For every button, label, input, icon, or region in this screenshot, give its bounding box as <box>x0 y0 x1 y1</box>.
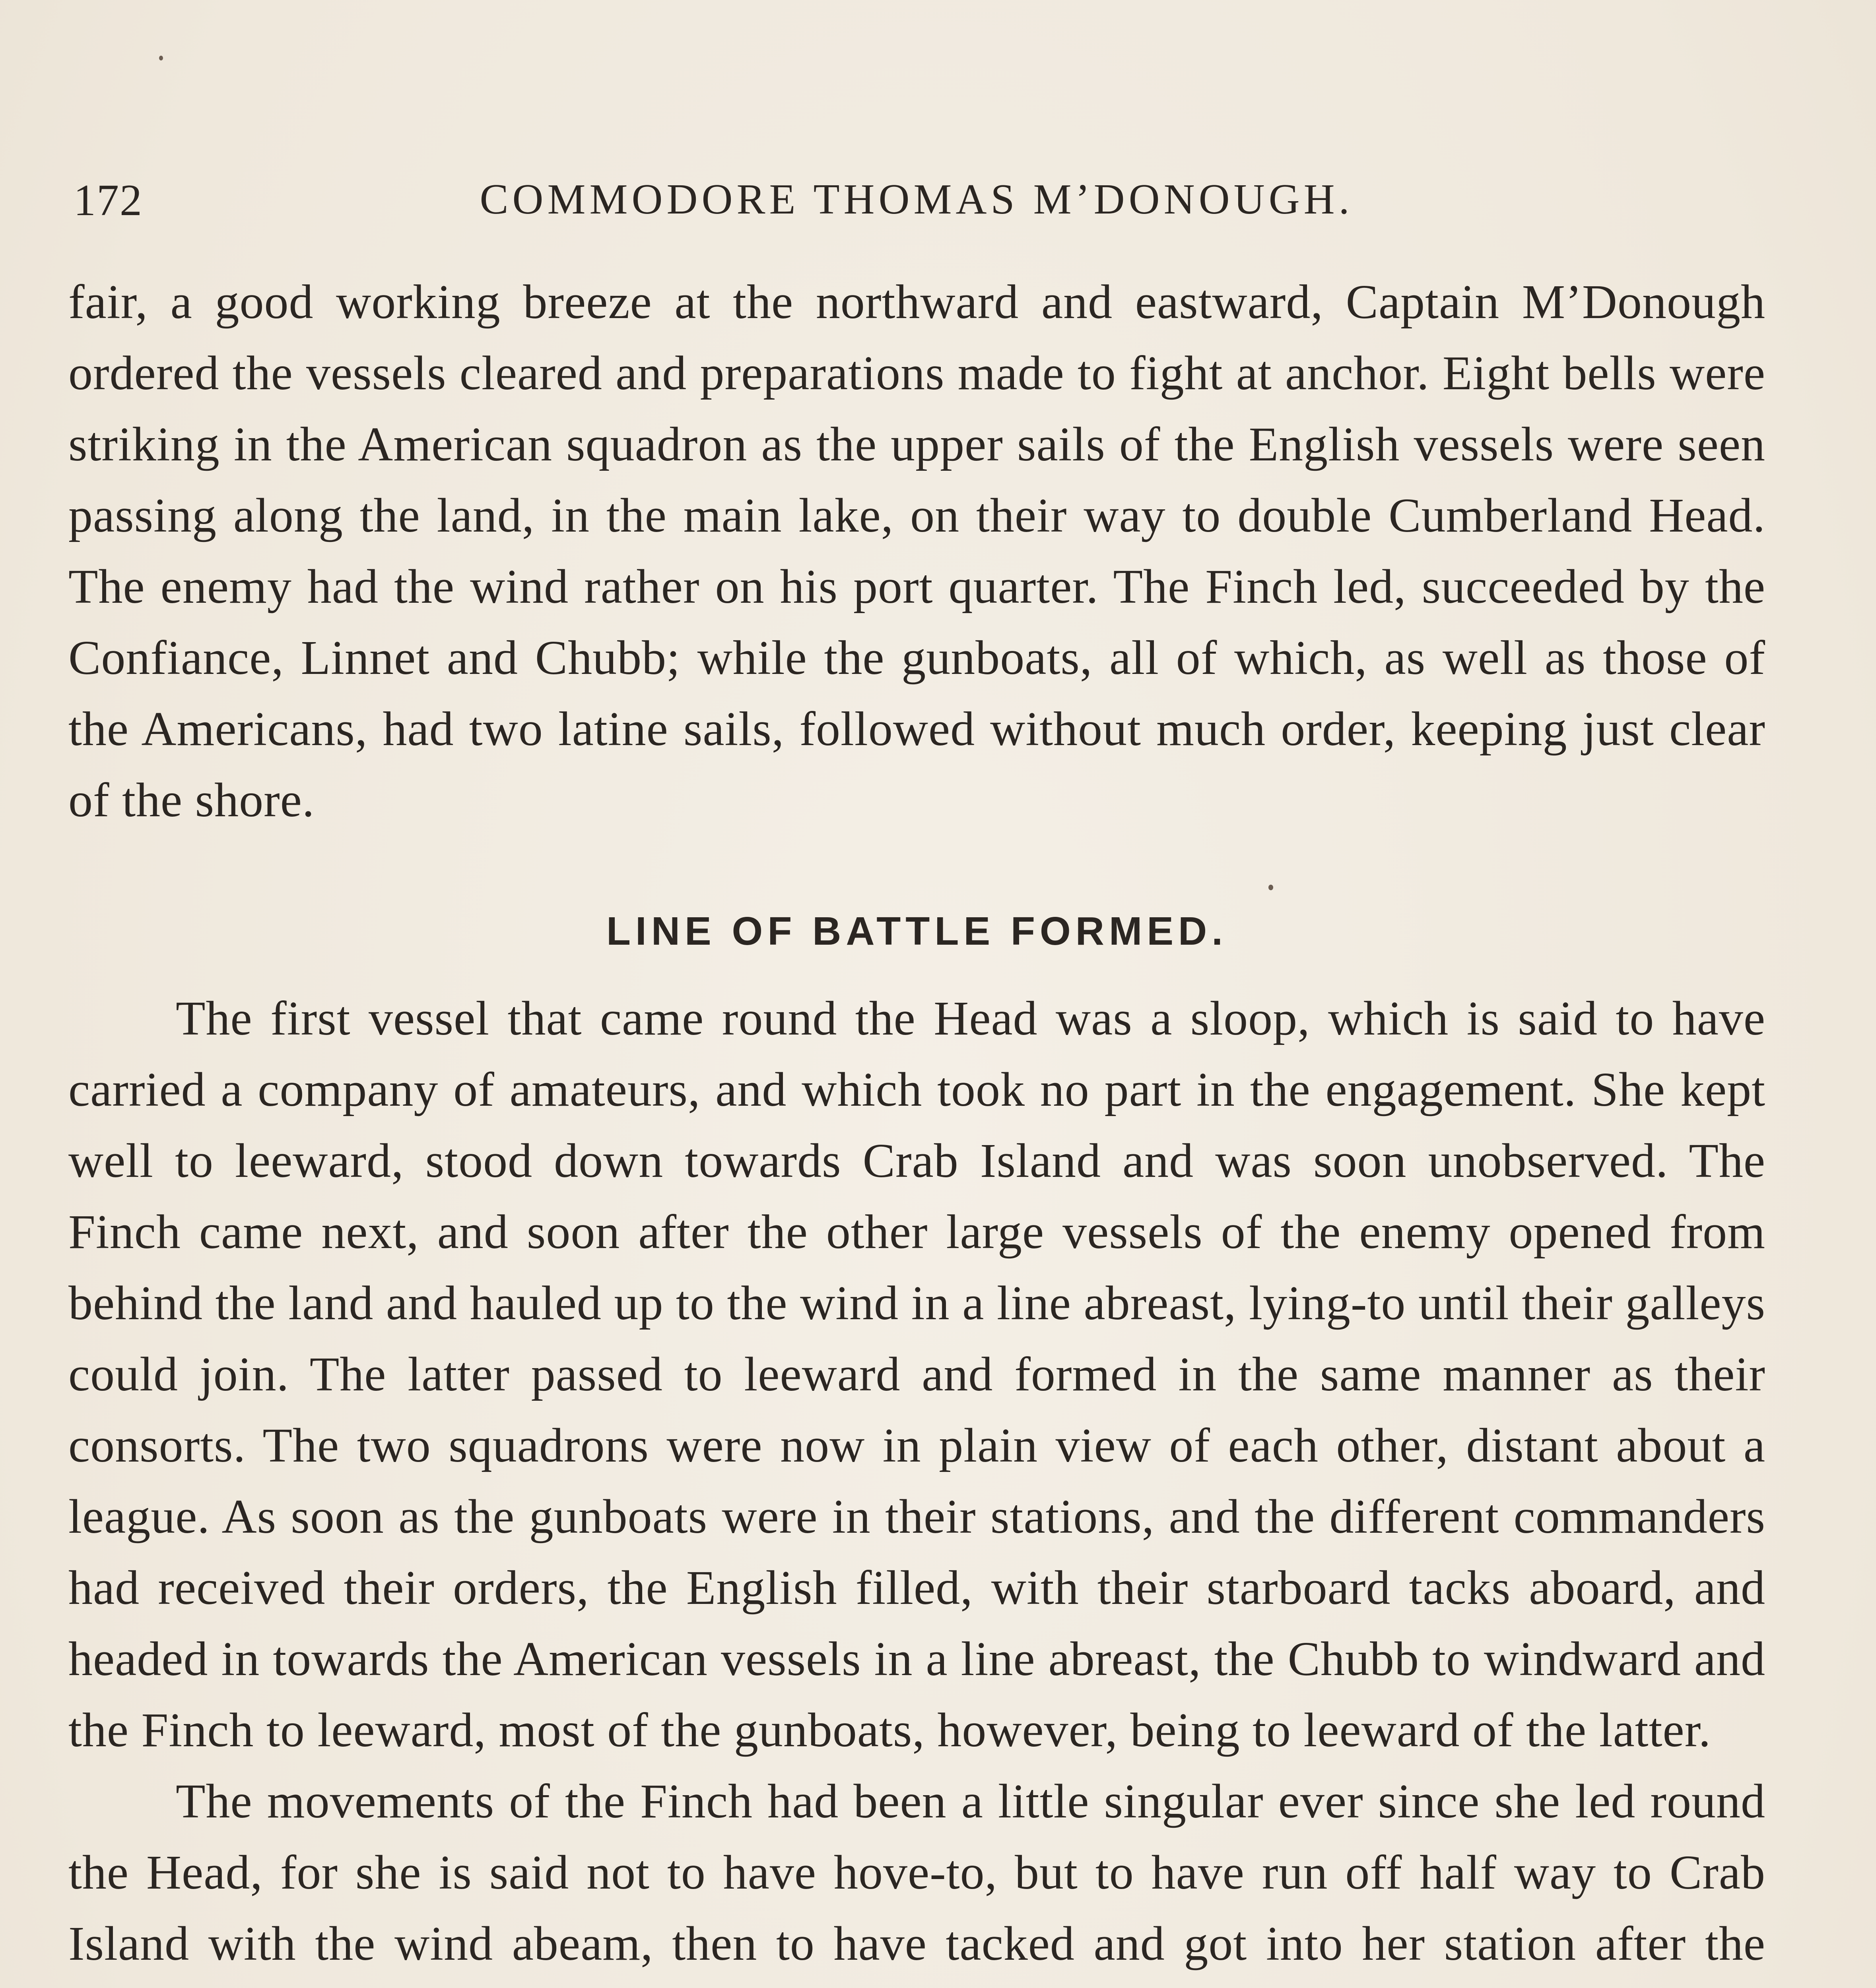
running-head: COMMODORE THOMAS M’DONOUGH. <box>480 176 1354 223</box>
paragraph: The first vessel that came round the Head was a sloop, which is said to have carried a company of amateurs, and which took no part in the engagement. She kept well to leeward, stood down towards Crab Island and was soon unobserved. The Finch came next, and soon after the other large vessels of the enemy opened from behind the land and hauled up to the wind in a line abreast, lying-to until their galleys could join. The latter passed to leeward and formed in the same manner as their consorts. The two squadrons were now in plain view of each other, distant about a league. As soon as the gunboats were in their stations, and the different commanders had received their orders, the English filled, with their starboard tacks aboard, and headed in towards the American vessels in a line abreast, the Chubb to windward and the Finch to leeward, most of the gunboats, however, being to leeward of the latter. <box>68 992 1765 1757</box>
paragraph-continued: fair, a good working breeze at the northward and eastward, Captain M’Donough ordered the vessels cleared and preparations made to fight at anchor. Eight bells were striking in the American squadron as the upper sails of the English vessels were seen passing along the land, in the main lake, on their way to double Cumberland Head. The enemy had the wind rather on his port quarter. The Finch led, succeeded by the Confiance, Linnet and Chubb; while the gunboats, all of which, as well as those of the Americans, had two latine sails, followed without much order, keeping just clear of the shore. <box>68 275 1765 827</box>
section-heading: LINE OF BATTLE FORMED. <box>606 909 1228 953</box>
body-text <box>68 266 1765 1988</box>
paragraph: The movements of the Finch had been a little singular ever since she led round the Head, for she is said not to have hove-to, but to have run off half way to Crab Island with the wind abeam, then to have tacked and got into her station after the <box>68 1774 1765 1971</box>
paper-speck <box>159 56 163 60</box>
page-header <box>70 175 1763 239</box>
page-number: 172 <box>74 176 143 225</box>
